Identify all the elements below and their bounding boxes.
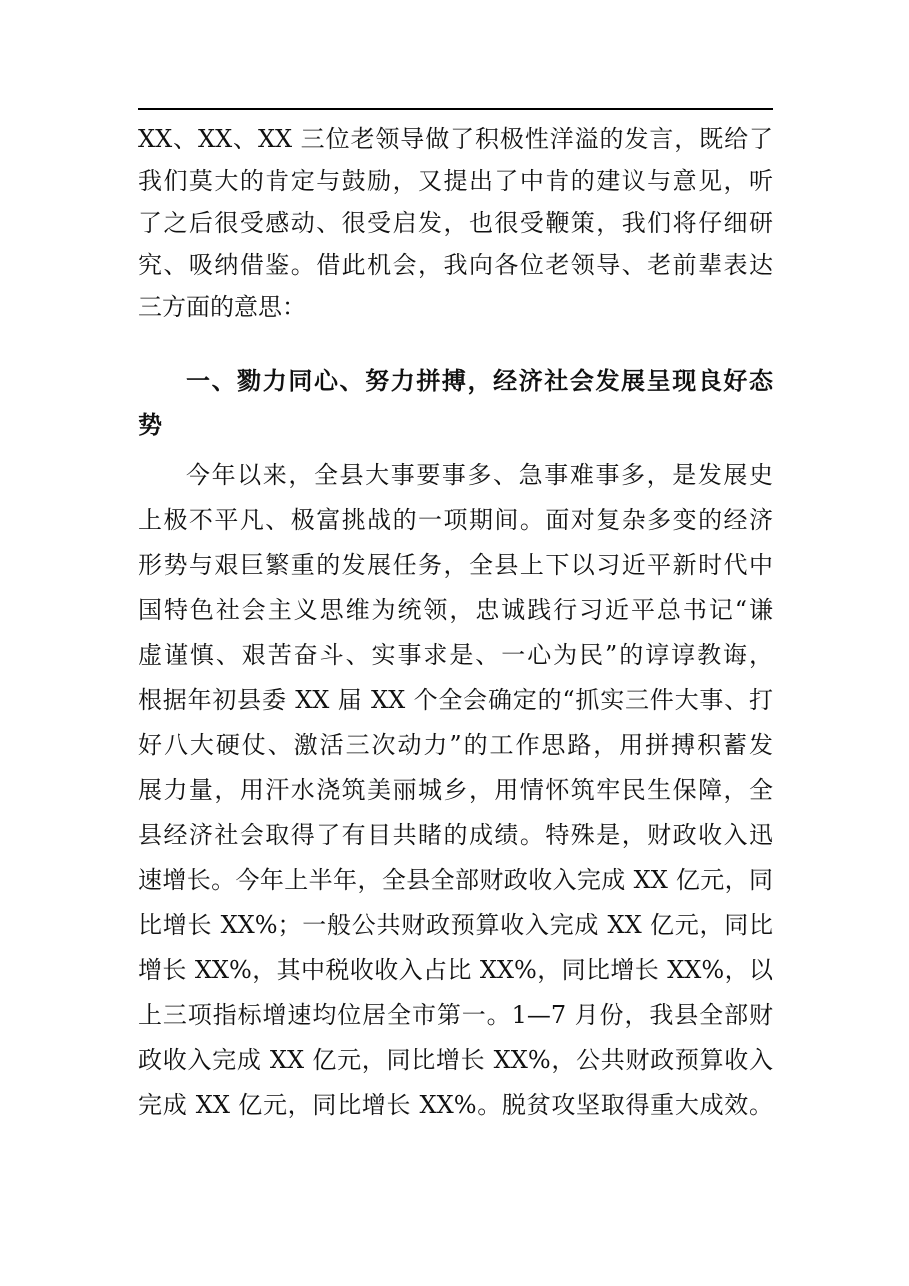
- section-heading-line: 一、勠力同心、努力拼搏，经济社会发展呈现良好态: [186, 367, 773, 395]
- paragraph-line: 速增长。今年上半年，全县全部财政收入完成 XX 亿元，同: [138, 866, 773, 894]
- paragraph-line: 比增长 XX%；一般公共财政预算收入完成 XX 亿元，同比: [138, 911, 773, 939]
- paragraph-line: 县经济社会取得了有目共睹的成绩。特殊是，财政收入迅: [138, 821, 773, 849]
- paragraph-line: 形势与艰巨繁重的发展任务，全县上下以习近平新时代中: [138, 551, 773, 579]
- paragraph-line: 根据年初县委 XX 届 XX 个全会确定的“抓实三件大事、打: [138, 686, 773, 714]
- paragraph-line: 展力量，用汗水浇筑美丽城乡，用情怀筑牢民生保障，全: [138, 776, 773, 804]
- paragraph-line: 究、吸纳借鉴。借此机会，我向各位老领导、老前辈表达: [138, 251, 773, 279]
- paragraph-line: 今年以来，全县大事要事多、急事难事多，是发展史: [186, 461, 773, 489]
- paragraph-line: 上极不平凡、极富挑战的一项期间。面对复杂多变的经济: [138, 506, 773, 534]
- paragraph-line: 了之后很受感动、很受启发，也很受鞭策，我们将仔细研: [138, 209, 773, 237]
- section-heading-line: 势: [138, 411, 162, 439]
- header-rule: [138, 108, 773, 110]
- paragraph-line: 完成 XX 亿元，同比增长 XX%。脱贫攻坚取得重大成效。: [138, 1091, 773, 1119]
- paragraph-line: 国特色社会主义思维为统领，忠诚践行习近平总书记“谦: [138, 596, 773, 624]
- paragraph-line: 好八大硬仗、激活三次动力”的工作思路，用拼搏积蓄发: [138, 731, 773, 759]
- paragraph-line: XX、XX、XX 三位老领导做了积极性洋溢的发言，既给了: [138, 125, 773, 153]
- paragraph-line: 我们莫大的肯定与鼓励，又提出了中肯的建议与意见，听: [138, 167, 773, 195]
- paragraph-line: 增长 XX%，其中税收收入占比 XX%，同比增长 XX%，以: [138, 956, 773, 984]
- paragraph-line: 三方面的意思：: [138, 293, 306, 321]
- paragraph-line: 政收入完成 XX 亿元，同比增长 XX%，公共财政预算收入: [138, 1046, 773, 1074]
- paragraph-line: 虚谨慎、艰苦奋斗、实事求是、一心为民”的谆谆教诲，: [138, 641, 773, 669]
- paragraph-line: 上三项指标增速均位居全市第一。1—7 月份，我县全部财: [138, 1001, 773, 1029]
